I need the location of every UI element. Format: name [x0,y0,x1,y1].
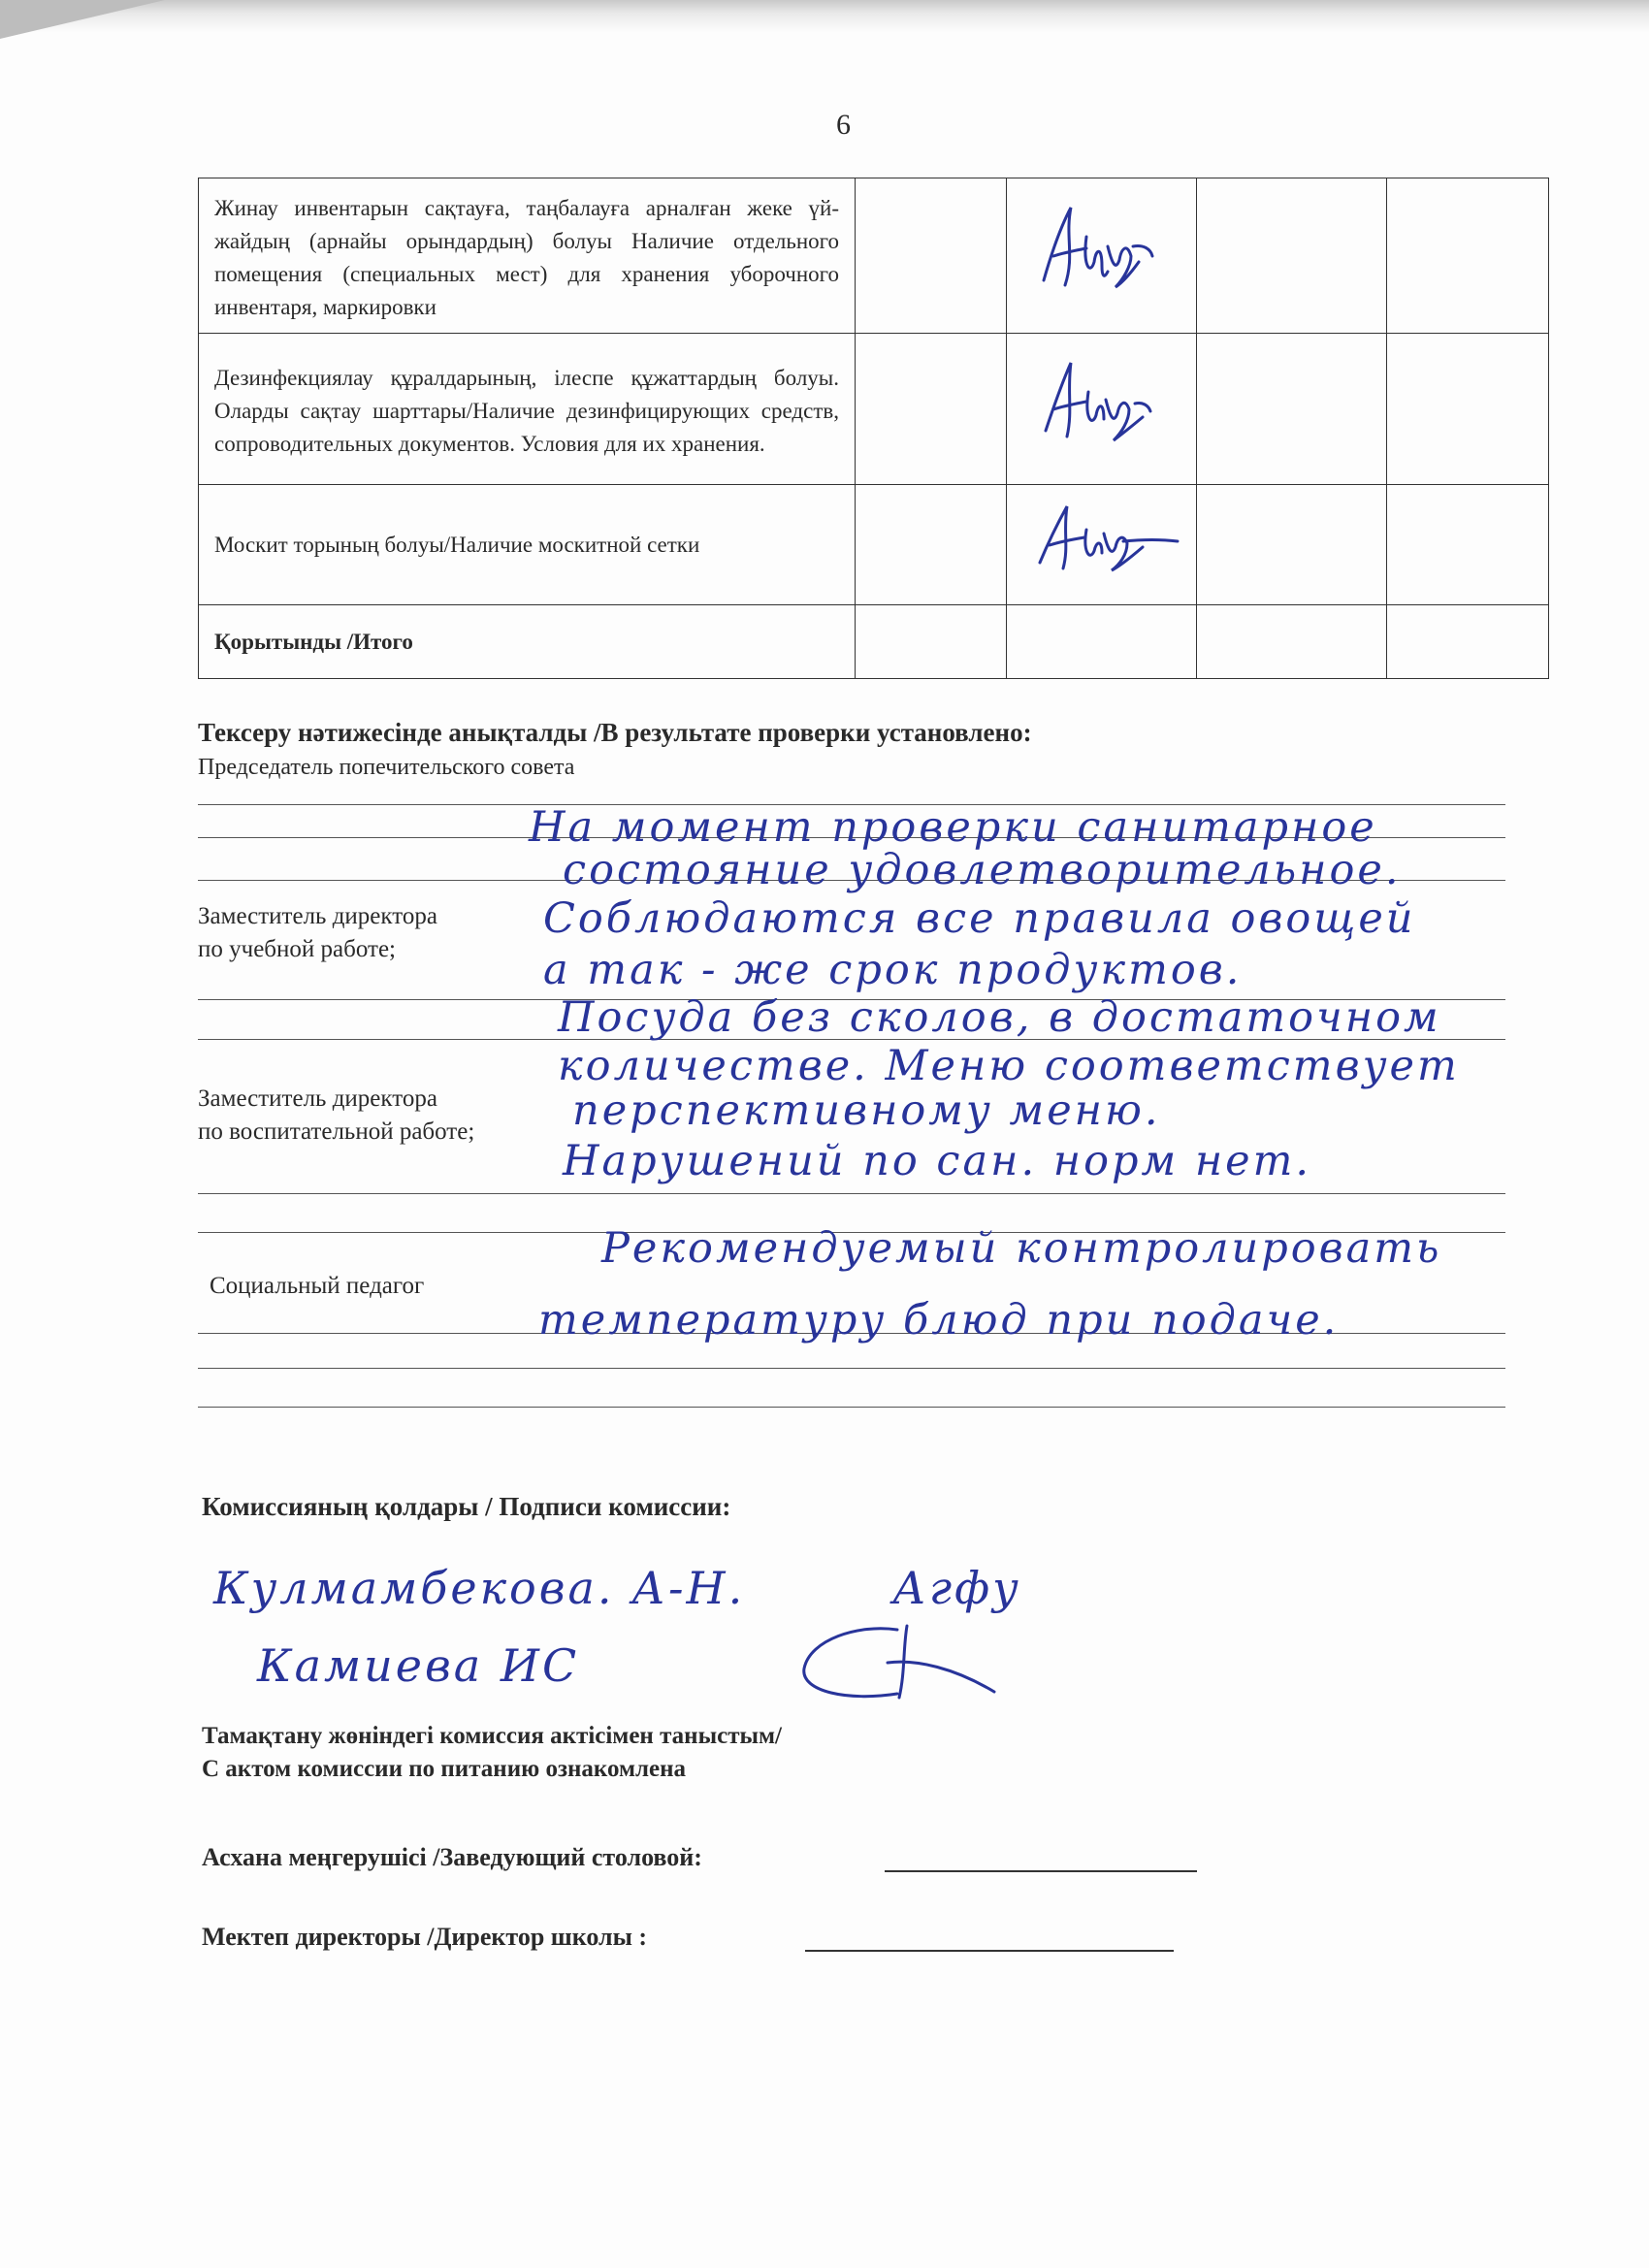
handwritten-line: температуру блюд при подаче. [538,1296,1340,1345]
empty-cell [856,178,1007,334]
role-chair: Председатель попечительского совета [198,755,575,780]
commission-signature-mark: Агфу [892,1562,1021,1614]
page-number: 6 [836,109,851,141]
table-row [199,178,1549,334]
total-label: Қорытынды /Итого [199,605,856,679]
role-social-pedagogue: Социальный педагог [210,1273,425,1299]
signature-cell [1007,334,1197,485]
empty-cell [856,334,1007,485]
handwritten-line: Рекомендуемый контролировать [601,1224,1442,1273]
empty-cell [856,605,1007,679]
canteen-head-signature-line [885,1870,1197,1872]
ruled-line [198,1193,1505,1194]
handwritten-line: перспективному меню. [572,1086,1161,1135]
ruled-line [198,1407,1505,1408]
signature-scribble [791,1620,1004,1707]
empty-cell [1387,334,1549,485]
scan-corner [0,0,165,39]
findings-heading: Тексеру нәтижесінде анықталды /В результате проверки установлено: [198,718,1032,747]
signature-agfu [1007,485,1197,605]
role-deputy-upbringing: Заместитель директора по воспитательной работе; [198,1085,475,1145]
table-row [199,485,1549,605]
empty-cell [1387,605,1549,679]
empty-cell [1197,605,1387,679]
empty-cell [1387,485,1549,605]
criterion-cell: Жинау инвентарын сақтауға, таңбалауға арналған жеке үй-жайдың (арнайы орындардың) болуы Наличие отдельного помещения (специальных мест) для хранения уборочного инвентаря, маркировки [199,178,856,334]
empty-cell [1007,605,1197,679]
commission-signature-name: Кулмамбекова. А-Н. [213,1562,746,1614]
commission-signature-name: Камиева ИС [257,1639,580,1692]
signature-agfu [1007,178,1197,334]
criterion-cell: Москит торының болуы/Наличие москитной сетки [199,485,856,605]
handwritten-line: Нарушений по сан. норм нет. [563,1137,1312,1185]
handwritten-line: На момент проверки санитарное [529,803,1377,852]
ruled-line [198,1368,1505,1369]
director-signature-line [805,1950,1174,1952]
director-label: Мектеп директоры /Директор школы : [202,1923,648,1951]
role-deputy-academic: Заместитель директора по учебной работе; [198,903,437,962]
empty-cell [1197,178,1387,334]
handwritten-line: количестве. Меню соответствует [558,1042,1460,1090]
table-row [199,334,1549,485]
checklist-table [198,178,1549,679]
acknowledgment-line1: Тамақтану жөніндегі комиссия актісімен таныстым/ [202,1723,782,1749]
acknowledgment-line2: С актом комиссии по питанию ознакомлена [202,1756,687,1782]
table-row-total [199,605,1549,679]
canteen-head-label: Асхана меңгерушісі /Заведующий столовой: [202,1843,702,1871]
empty-cell [1197,334,1387,485]
signature-agfu [1007,334,1197,485]
empty-cell [856,485,1007,605]
scan-edge [0,0,1649,33]
handwritten-line: а так - же срок продуктов. [543,946,1243,994]
handwritten-line: Посуда без сколов, в достаточном [558,993,1441,1042]
empty-cell [1197,485,1387,605]
commission-heading: Комиссияның қолдары / Подписи комиссии: [202,1492,731,1521]
criterion-cell: Дезинфекциялау құралдарының, ілеспе құжаттардың болуы. Оларды сақтау шарттары/Наличие дезинфицирующих средств, сопроводительных документов. Условия для их хранения. [199,334,856,485]
handwritten-line: состояние удовлетворительное. [563,846,1402,894]
signature-cell [1007,485,1197,605]
signature-cell [1007,178,1197,334]
empty-cell [1387,178,1549,334]
handwritten-line: Соблюдаются все правила овощей [543,894,1416,943]
